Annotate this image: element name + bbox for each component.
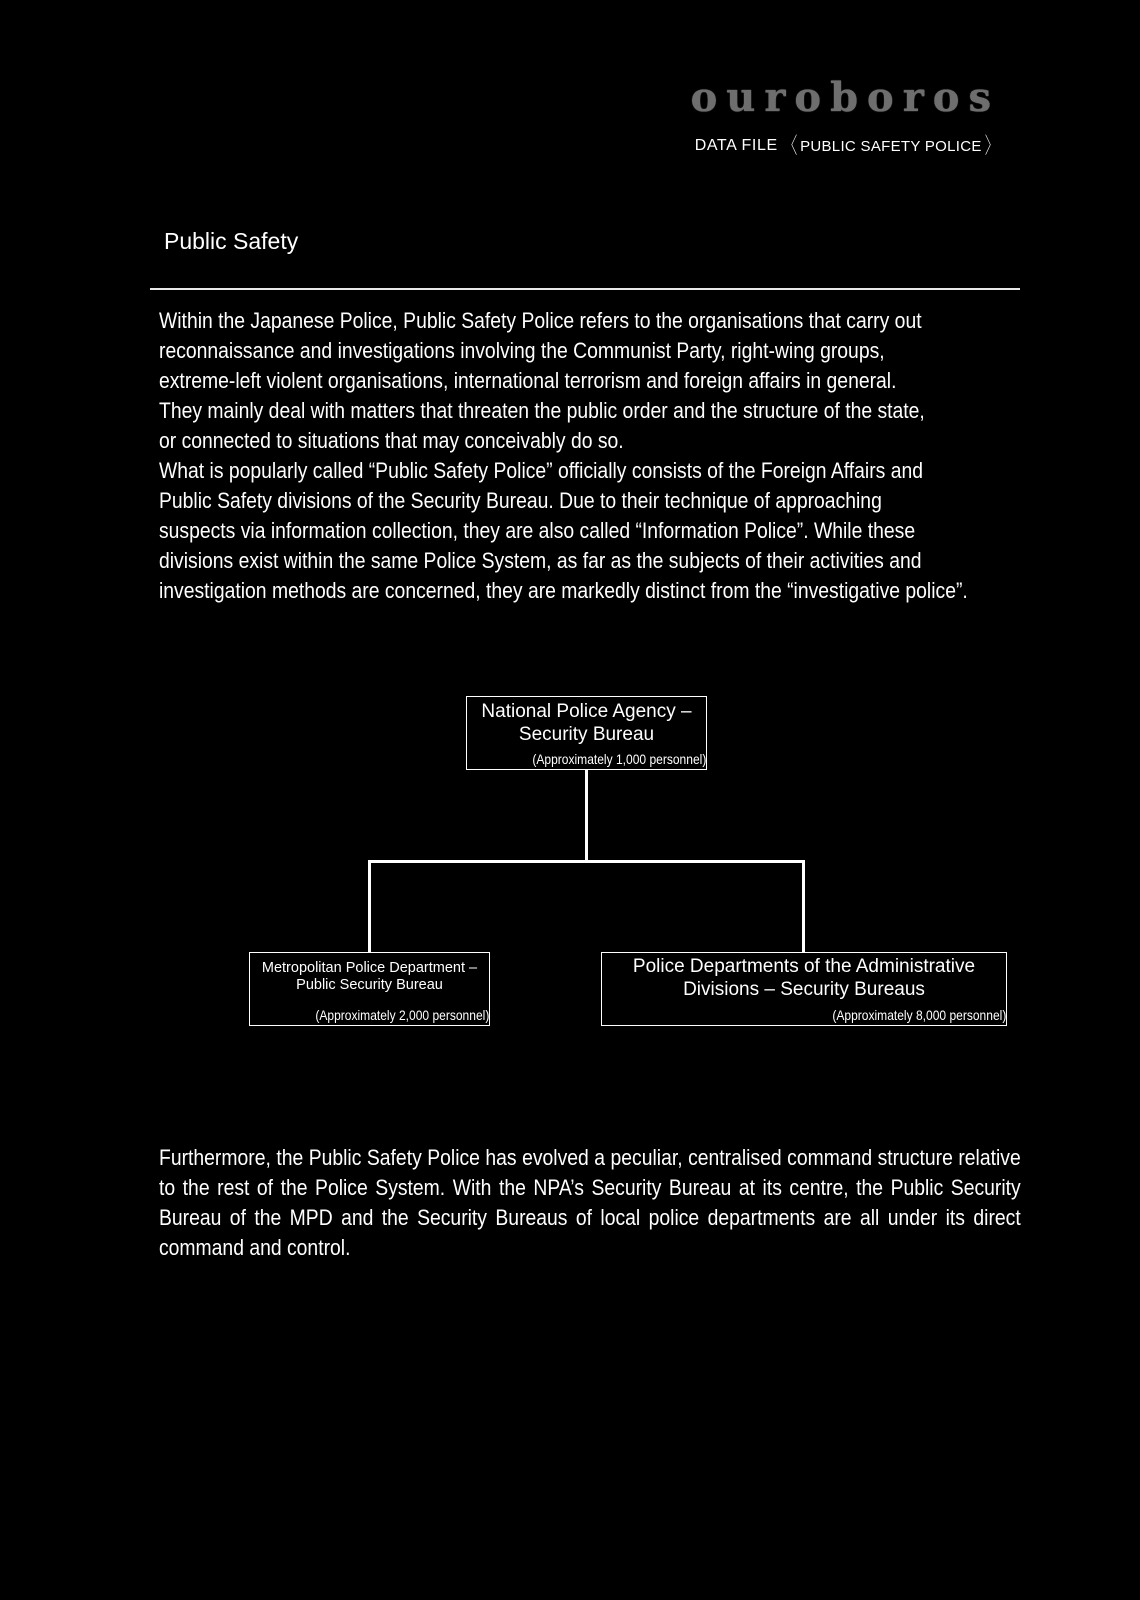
intro-line: suspects via information collection, they are also called “Information Police”. While these xyxy=(159,518,916,543)
section-divider xyxy=(150,288,1020,290)
intro-paragraph xyxy=(159,306,1021,606)
intro-line: extreme-left violent organisations, international terrorism and foreign affairs in general. xyxy=(159,368,897,393)
node-title-line: Metropolitan Police Department – xyxy=(261,960,478,976)
connector-root-down xyxy=(585,770,588,861)
intro-line: investigation methods are concerned, they are markedly distinct from the “investigative police”. xyxy=(159,578,968,603)
org-node-mpd-public-security-bureau xyxy=(249,952,490,1026)
connector-to-mpd xyxy=(368,860,371,952)
node-personnel: (Approximately 2,000 personnel) xyxy=(314,1007,489,1023)
connector-to-prefectural xyxy=(802,860,805,952)
intro-line: or connected to situations that may conceivably do so. xyxy=(159,428,624,453)
intro-line: Public Safety divisions of the Security Bureau. Due to their technique of approaching xyxy=(159,488,882,513)
section-title: Public Safety xyxy=(164,228,299,254)
node-personnel: (Approximately 8,000 personnel) xyxy=(831,1007,1006,1023)
ouroboros-logo: ouroboros xyxy=(690,74,1000,121)
connector-horizontal xyxy=(368,860,805,863)
right-angle-bracket-icon: 〉 xyxy=(984,133,997,158)
intro-line: divisions exist within the same Police System, as far as the subjects of their activities and xyxy=(159,548,922,573)
data-file-title: PUBLIC SAFETY POLICE xyxy=(800,137,982,155)
node-title-line: Security Bureau xyxy=(518,723,655,745)
node-title-line: Divisions – Security Bureaus xyxy=(683,978,925,1000)
node-title-line: Police Departments of the Administrative xyxy=(632,956,976,977)
node-title-line: Public Security Bureau xyxy=(296,977,443,994)
intro-line: What is popularly called “Public Safety Police” officially consists of the Foreign Affairs and xyxy=(159,458,923,483)
closing-paragraph: Furthermore, the Public Safety Police has evolved a peculiar, centralised command structure relative to the rest of the Police System. With the NPA’s Security Bureau at its centre, the Public Security Bureau of the MPD and the Security Bureaus of local police departments are all under its direct command and control. xyxy=(159,1145,1021,1260)
node-title-line: National Police Agency – xyxy=(481,701,692,722)
intro-line: reconnaissance and investigations involving the Communist Party, right-wing groups, xyxy=(159,338,885,363)
node-personnel: (Approximately 1,000 personnel) xyxy=(531,751,706,767)
intro-line: Within the Japanese Police, Public Safety Police refers to the organisations that carry out xyxy=(159,308,922,333)
data-file-header xyxy=(695,135,1000,157)
org-node-prefectural-security-bureaus xyxy=(601,952,1007,1026)
org-node-npa-security-bureau xyxy=(466,696,707,770)
intro-line: They mainly deal with matters that threaten the public order and the structure of the state, xyxy=(159,398,925,423)
left-angle-bracket-icon: 〈 xyxy=(784,133,798,158)
data-file-label: DATA FILE xyxy=(694,137,778,154)
